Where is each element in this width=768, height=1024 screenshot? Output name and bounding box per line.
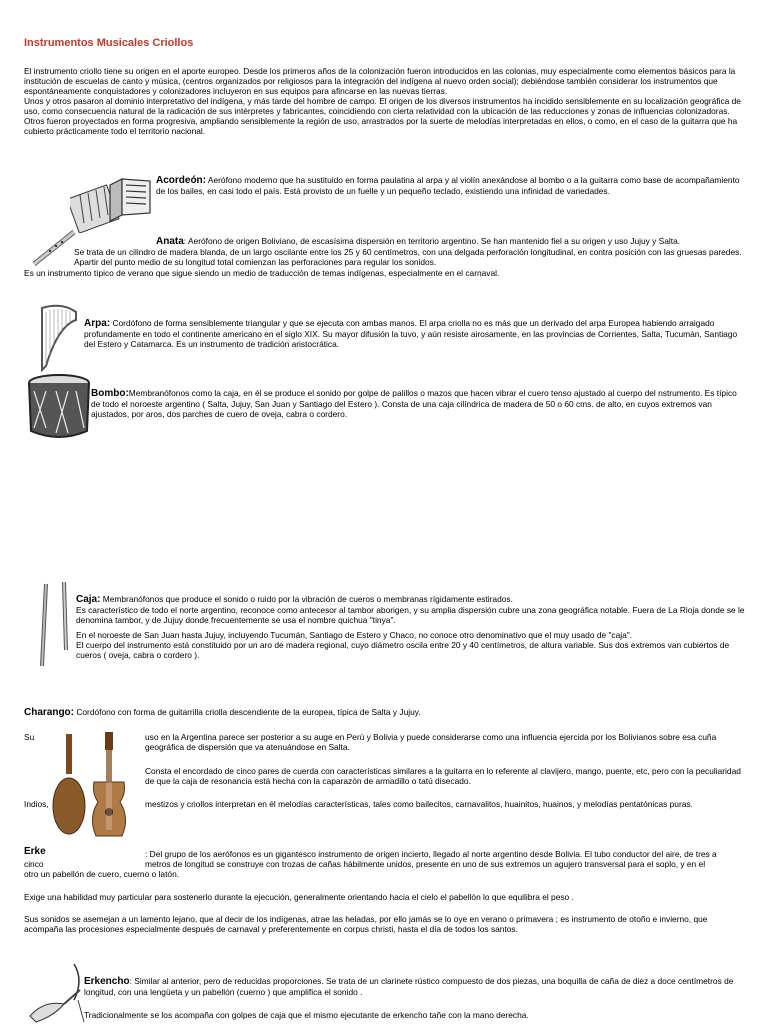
acordeon-text: Aerófono moderno que ha sustituido en forma paulatina al arpa y al violín anexándose al bombo o a la guitarra como base de acompañamiento de los bailes, en casi todo el país. Está provisto de un fuelle y un pequeño teclado, existiendo una infinidad de variedades. (156, 175, 740, 196)
charango-text: Su (24, 732, 35, 742)
intro-paragraph: Unos y otros pasaron al dominio interpretativo del indígena, y más tarde del hombre de campo. El origen de los diversos instrumentos ha incidido sensiblemente en su localización geográfica de uso, como consecuencia natural de la radicación de sus intérpretes y fabricantes, coincidiendo con cierta relatividad con la ubicación de las reducciones y zonas de influencias colonizadoras. Otros fueron proyectados en forma progresiva, ampliando sensiblemente la región de uso, arrastrados por la suerte de melodías interpretadas en ellos, o como, en el caso de la guitarra que ha cubierto prácticamente todo el territorio nacional. (24, 96, 741, 136)
charango-text: Cordófono con forma de guitarrilla criolla descendiente de la europea, típica de Salta y Jujuy. (76, 707, 421, 717)
caja-section (76, 594, 746, 660)
caja-text: El cuerpo del instrumento está constituido por un aro de madera regional, cuyo diámetro oscila entre 20 y 40 centímetros, de altura variable. Sus dos extremos van cubiertos de cueros ( oveja, cabra o cordero ). (76, 640, 730, 660)
erkencho-text: : Similar al anterior, pero de reducidas proporciones. Se trata de un clarinete rústico compuesto de dos piezas, una boquilla de caña de diez a doce centímetros de longitud, con una lengüeta y un pabellón (cuerno ) que amplifica el sonido . (84, 976, 734, 997)
caja-line (76, 594, 746, 605)
accordion-image (70, 175, 154, 233)
intro-paragraph: El instrumento criollo tiene su origen en el aporte europeo. Desde los primeros años de la colonización fueron introducidos en las colonias, muy especialmente como elementos básicos para la institución de escuelas de canto y música, (centros organizados por religiosos para la integración del indígena al nuevo orden social); debiéndose también considerar los instrumentos que espontáneamente conquistadores y colonizadores incluyeron en sus equipos para afincarse en las nuevas tierras. (24, 66, 736, 96)
intro-section (24, 66, 742, 136)
anata-text: Se trata de un cilindro de madera blanda, de un largo oscilante entre los 25 y 60 centímetros, con una delgada perforación longitudinal, en contra posición con las gruesas paredes. Apartir del punto medio de su longitud total comienzan las perforaciones para regular los sonidos. (74, 247, 742, 267)
bombo-text: Membranófonos como la caja, en él se produce el sonido por golpe de palillos o mazos que hacen vibrar el cuero tenso ajustado al cuerpo del nstrumento. Es típico de todo el noroeste argentino ( Salta, Jujuy, San Juan y Santiago del Estero ). Consta de una caja cilíndrica de madera de 50 o 60 cms. de alto, en cuyos extremos van ajustados, por aros, dos parches de cuero de oveja, cabra o cordero. (91, 388, 737, 419)
erkencho-name: Erkencho (84, 976, 130, 987)
charango-text: mestizos y criollos interpretan en él melodías características, tales como bailecitos, carnavalitos, huainitos, huainos, y melodías pentatónicas puras. (145, 799, 693, 809)
erkencho-section (84, 976, 746, 997)
anata-name: Anata (156, 236, 184, 247)
charango-text: uso en la Argentina parece ser posterior a su auge en Perú y Bolivia y puede considerarse como una influencia ejercida por los Bolivianos sobre esa cuña geográfica de dispersión que va atenuándose en Salta. (145, 732, 717, 752)
charango-text: Indios, (24, 799, 49, 809)
charango-name: Charango: (24, 707, 74, 718)
erke-text: : Del grupo de los aerófonos es un gigantesco instrumento de origen incierto, llegado al norte argentino desde Bolivia. El tubo conductor del aire, de tres a (145, 849, 717, 859)
anata-flute-image (30, 228, 78, 268)
charango-image (44, 730, 139, 840)
caja-image (36, 580, 76, 670)
anata-text: Es un instrumento típico de verano que sigue siendo un medio de traducción de temas indígenas, especialmente en el carnaval. (24, 268, 500, 278)
bombo-section (91, 388, 746, 419)
harp-image (32, 300, 82, 372)
anata-text: : Aerófono de origen Boliviano, de escasísima dispersión en territorio argentino. Se han mantenido fiel a su origen y uso Jujuy y Salta. (183, 236, 681, 246)
erkencho-image (24, 960, 88, 1024)
caja-text: Es característico de todo el norte argentino, reconoce como antecesor al tambor aborigen, y su amplia dispersión cubre una zona geográfica notable. Fuera de La Rioja donde se le denomina tambor, y de Jujuy donde frecuentemente se usa el nombre quichua "tinya". (76, 605, 745, 625)
caja-text: Membranófonos que produce el sonido o ruido por la vibración de cueros o membranas rígidamente estirados. (102, 594, 513, 604)
erke-text: metros de longitud se construye con trozas de cañas hábilmente unidos, presente en uno de sus extremos un agujero transversal para el soplo, y en el (145, 859, 706, 869)
caja-text: En el noroeste de San Juan hasta Jujuy, incluyendo Tucumán, Santiago de Estero y Chaco, no conoce otro denominativo que el muy usado de "caja". (76, 630, 633, 640)
erkencho-text: Tradicionalmente se los acompaña con golpes de caja que el mismo ejecutante de erkencho tañe con la mano derecha. (84, 1010, 529, 1020)
erke-text: Sus sonidos se asemejan a un lamento lejano, que al decir de los indígenas, atrae las heladas, por ello jamás se lo oye en verano o primavera ; es instrumento de otoño e invierno, que acompaña las procesiones especialmente después de carnaval y preferentemente en corpus christi, hasta el día de todos los santos. (24, 914, 708, 934)
erke-text: Exige una habilidad muy particular para sostenerlo durante la ejecución, generalmente orientando hacia el cielo el pabellón lo que equilibra el peso . (24, 892, 574, 902)
caja-name: Caja: (76, 594, 101, 605)
acordeon-section (156, 175, 746, 196)
acordeon-name: Acordeón: (156, 175, 206, 186)
charango-heading (24, 707, 746, 718)
bombo-name: Bombo: (91, 388, 129, 399)
erke-text: cinco (24, 859, 44, 869)
anata-line1 (156, 236, 746, 247)
bombo-drum-image (26, 373, 92, 441)
erke-text: otro un pabellón de cuero, cuerno o latón. (24, 869, 180, 879)
page-title: Instrumentos Musicales Criollos (24, 37, 194, 49)
arpa-text: Cordófono de forma sensiblemente triangular y que se ejecuta con ambas manos. El arpa criolla no es más que un derivado del arpa Europea habiendo arraigado profundamente en todo el continente americano en el siglo XIX. Su mayor difusión la tuvo, y aún resiste airosamente, en las provincias de Corrientes, Salta, Tucumán, Santiago del Estero y Catamarca. Es un instrumento de tradición aristocrática. (84, 318, 738, 349)
charango-text: Consta el encordado de cinco pares de cuerda con características similares a la guitarra en lo referente al clavijero, mango, puente, etc, pero con la peculiaridad de que la caja de resonancia está hecha con la caparazón de armadillo o tatú disecado. (145, 766, 741, 786)
arpa-section (84, 318, 746, 349)
arpa-name: Arpa: (84, 318, 111, 329)
erke-name: Erke (24, 846, 46, 857)
